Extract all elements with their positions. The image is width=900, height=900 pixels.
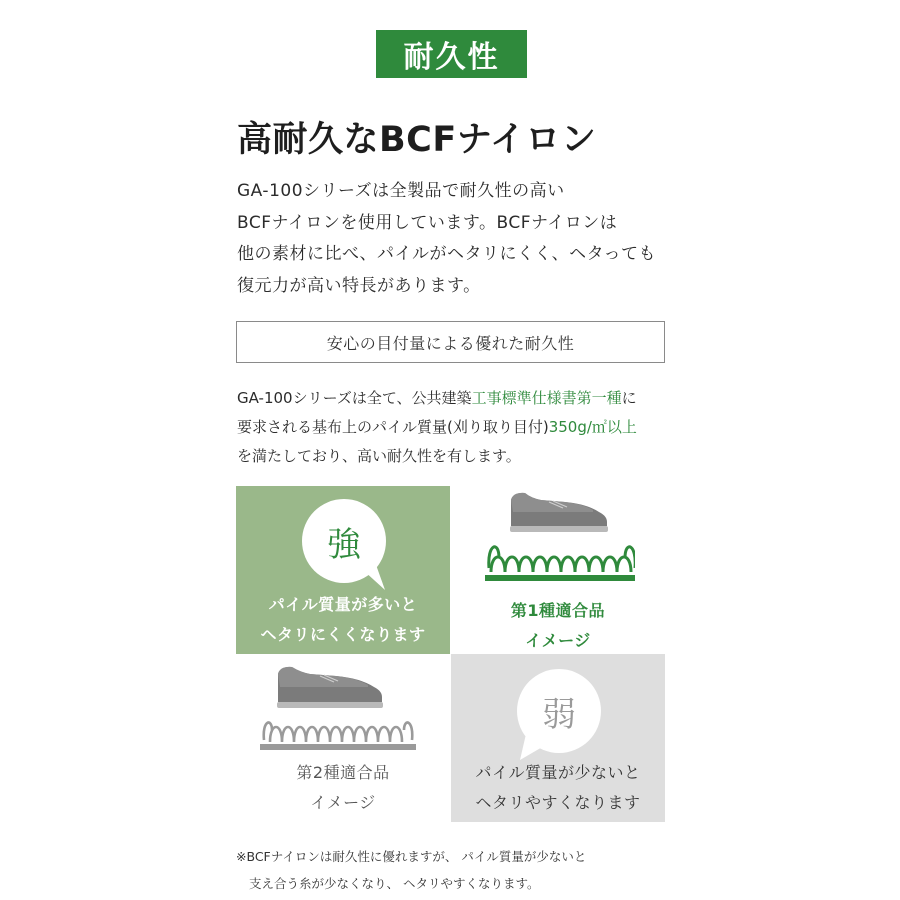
footnote	[236, 843, 586, 897]
caption-line: パイル質量が多いと	[268, 595, 418, 614]
strong-caption	[236, 590, 450, 650]
shoe-icon	[507, 490, 611, 534]
standard-text: GA-100シリーズは全て、公共建築	[237, 389, 472, 407]
durability-heading-box: 安心の目付量による優れた耐久性	[236, 321, 665, 363]
weak-cell	[451, 654, 665, 822]
type1-cell	[451, 486, 665, 654]
section-badge: 耐久性	[376, 30, 527, 78]
standard-text: に	[621, 389, 637, 407]
lead-paragraph	[237, 176, 677, 302]
carpet-pile-icon	[260, 712, 416, 758]
footnote-line: 支え合う糸が少なくなり、 ヘタリやすくなります。	[249, 876, 540, 891]
caption-line: イメージ	[525, 631, 591, 650]
weak-caption	[451, 758, 665, 818]
standard-text: 要求される基布上のパイル質量(刈り取り目付)	[237, 418, 549, 436]
standard-paragraph	[237, 384, 677, 471]
type1-caption	[451, 596, 665, 656]
standard-highlight: 350g/㎡以上	[548, 418, 637, 436]
comparison-grid	[236, 486, 665, 822]
type2-caption	[236, 758, 450, 818]
lead-line: GA-100シリーズは全製品で耐久性の高い	[237, 181, 565, 201]
footnote-line: ※BCFナイロンは耐久性に優れますが、 パイル質量が少ないと	[236, 849, 587, 864]
lead-line: 復元力が高い特長があります。	[237, 275, 481, 296]
caption-line: イメージ	[310, 793, 376, 812]
page-title: 高耐久なBCFナイロン	[237, 120, 597, 160]
strong-cell	[236, 486, 450, 654]
weak-bubble	[516, 668, 612, 768]
strong-bubble	[301, 498, 397, 598]
lead-line: BCFナイロンを使用しています。BCFナイロンは	[237, 212, 618, 233]
type2-cell	[236, 654, 450, 822]
weak-char: 弱	[542, 694, 576, 735]
shoe-icon	[274, 664, 388, 710]
standard-highlight: 工事標準仕様書第一種	[471, 389, 622, 407]
carpet-pile-icon	[485, 538, 635, 582]
standard-line-3: を満たしており、高い耐久性を有します。	[237, 447, 521, 465]
caption-line: パイル質量が少ないと	[475, 763, 641, 782]
standard-line-2	[237, 413, 677, 442]
caption-line: ヘタリにくくなります	[260, 625, 426, 644]
lead-line: 他の素材に比べ、パイルがヘタリにくく、ヘタっても	[237, 244, 656, 264]
strong-char: 強	[327, 524, 361, 565]
caption-line: ヘタリやすくなります	[475, 793, 641, 812]
caption-line: 第2種適合品	[296, 763, 390, 782]
caption-line: 第1種適合品	[510, 601, 606, 620]
standard-line-1	[237, 384, 677, 413]
